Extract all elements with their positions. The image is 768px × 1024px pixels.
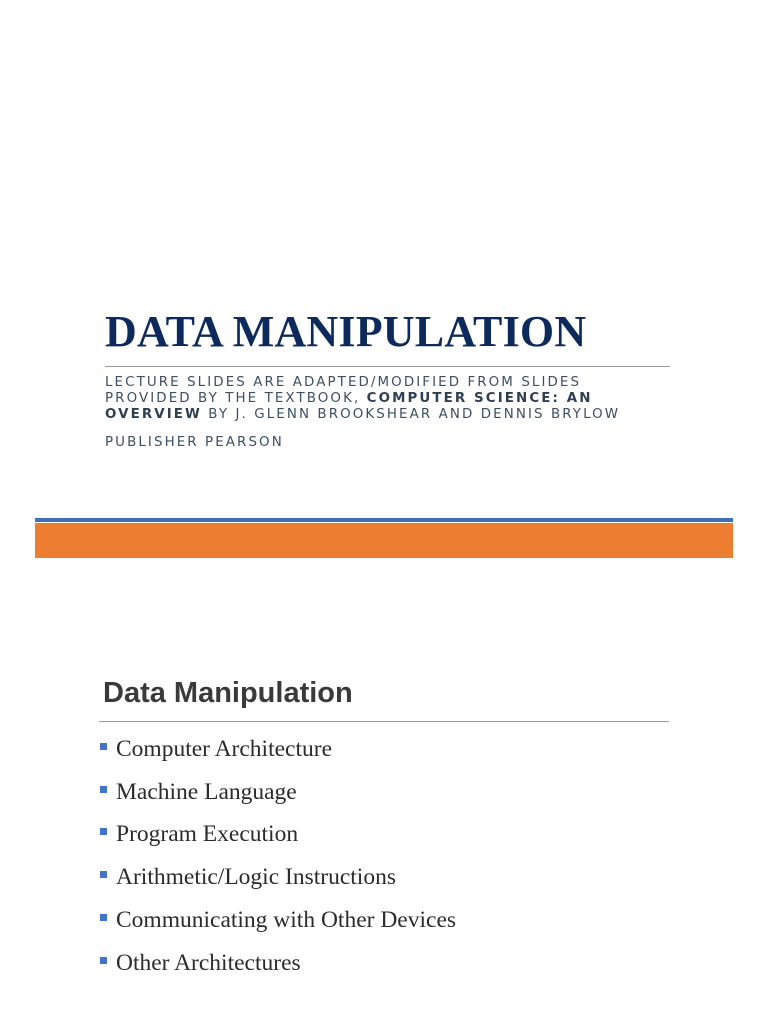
bullet-item (100, 728, 456, 771)
subtitle-authors: BY J. GLENN BROOKSHEAR AND DENNIS BRYLOW (201, 407, 621, 422)
outline-bullet-list (100, 728, 456, 985)
slide-title: DATA MANIPULATION (105, 307, 587, 356)
outline-slide (0, 558, 768, 1024)
book-title-part-2: OVERVIEW (105, 407, 202, 422)
square-bullet-icon (100, 828, 107, 835)
subtitle-line-1: LECTURE SLIDES ARE ADAPTED/MODIFIED FROM SLIDES (105, 375, 582, 390)
bullet-text: Other Architectures (116, 949, 301, 976)
slide-separator-blue-line (35, 518, 733, 522)
square-bullet-icon (100, 786, 107, 793)
bullet-item (100, 942, 456, 985)
bullet-text: Computer Architecture (116, 735, 332, 762)
bullet-item (100, 771, 456, 814)
bullet-item (100, 856, 456, 899)
subtitle-line-3 (105, 407, 705, 423)
subtitle-line-2-text: PROVIDED BY THE TEXTBOOK, (105, 391, 367, 406)
book-title-part-1: COMPUTER SCIENCE: AN (366, 391, 593, 406)
outline-divider (99, 721, 669, 722)
title-divider (105, 366, 670, 367)
subtitle-line-2 (105, 391, 705, 407)
square-bullet-icon (100, 743, 107, 750)
subtitle-credits (105, 375, 705, 423)
bullet-text: Program Execution (116, 821, 299, 848)
slide-separator-orange-band (35, 523, 733, 558)
square-bullet-icon (100, 957, 107, 964)
bullet-item (100, 899, 456, 942)
square-bullet-icon (100, 871, 107, 878)
bullet-text: Machine Language (116, 778, 297, 805)
bullet-text: Communicating with Other Devices (116, 907, 457, 934)
publisher-line: PUBLISHER PEARSON (105, 435, 284, 450)
square-bullet-icon (100, 914, 107, 921)
outline-title: Data Manipulation (103, 677, 353, 709)
bullet-item (100, 814, 456, 857)
bullet-text: Arithmetic/Logic Instructions (116, 864, 396, 891)
